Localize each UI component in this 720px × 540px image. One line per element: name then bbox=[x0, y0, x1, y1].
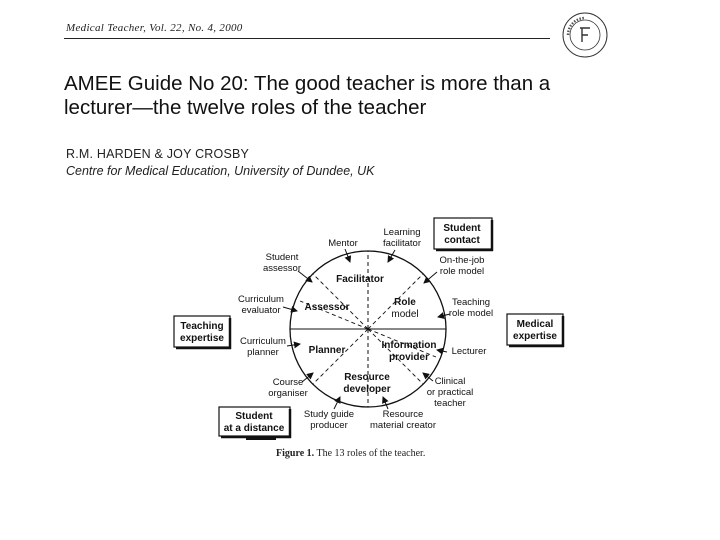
inner-role-information-2: provider bbox=[388, 352, 430, 363]
outer-role-on-the-job-1: On-the-job bbox=[439, 255, 485, 266]
arrow bbox=[287, 344, 300, 346]
outer-role-study-guide-2: producer bbox=[310, 420, 348, 431]
outer-role-course-organiser-2: organiser bbox=[268, 388, 308, 399]
outer-role-teaching-role-model-2: role model bbox=[448, 308, 494, 319]
outer-role-clinical-3: teacher bbox=[434, 398, 466, 409]
box-student-distance bbox=[219, 407, 291, 438]
outer-role-lecturer: Lecturer bbox=[451, 346, 487, 357]
box-student-contact bbox=[434, 218, 493, 251]
arrow bbox=[345, 249, 350, 262]
outer-role-mentor: Mentor bbox=[328, 238, 358, 249]
box-student-contact-line2: contact bbox=[444, 235, 480, 246]
outer-role-on-the-job-2: role model bbox=[439, 266, 485, 277]
outer-role-student-assessor-2: assessor bbox=[262, 263, 302, 274]
inner-role-information-1: Information bbox=[381, 340, 437, 351]
inner-role-planner: Planner bbox=[308, 345, 346, 356]
inner-role-role-model-2: model bbox=[391, 309, 419, 320]
box-teaching-expertise-line2: expertise bbox=[180, 333, 224, 344]
outer-role-student-assessor-1: Student bbox=[265, 252, 299, 263]
caption-label: Figure 1. bbox=[276, 448, 315, 459]
inner-role-facilitator: Facilitator bbox=[336, 274, 384, 285]
arrow bbox=[283, 307, 297, 311]
arrow bbox=[334, 397, 340, 409]
inner-role-assessor: Assessor bbox=[304, 302, 350, 313]
inner-role-resource-2: developer bbox=[343, 384, 391, 395]
outer-role-resource-material-1: Resource bbox=[382, 409, 424, 420]
inner-role-role-model-1: Role bbox=[394, 297, 416, 308]
outer-role-study-guide-1: Study guide bbox=[303, 409, 355, 420]
box-teaching-expertise-line1: Teaching bbox=[180, 321, 224, 332]
outer-role-curriculum-planner-1: Curriculum bbox=[240, 336, 286, 347]
box-student-contact-line1: Student bbox=[443, 223, 481, 234]
outer-role-curriculum-evaluator-2: evaluator bbox=[241, 305, 281, 316]
box-medical-expertise bbox=[507, 314, 564, 347]
authors: R.M. HARDEN & JOY CROSBY bbox=[66, 147, 250, 161]
figure-caption bbox=[276, 448, 425, 459]
outer-role-curriculum-evaluator-1: Curriculum bbox=[238, 294, 284, 305]
arrow bbox=[302, 373, 313, 382]
inner-role-resource-1: Resource bbox=[344, 372, 390, 383]
outer-role-learning-facilitator-2: facilitator bbox=[382, 238, 422, 249]
outer-role-clinical-1: Clinical bbox=[434, 376, 466, 387]
outer-role-teaching-role-model-1: Teaching bbox=[451, 297, 491, 308]
outer-role-learning-facilitator-1: Learning bbox=[383, 227, 421, 238]
box-medical-expertise-line2: expertise bbox=[513, 331, 557, 342]
box-student-distance-line2: at a distance bbox=[223, 423, 285, 434]
figure-mark bbox=[246, 436, 276, 440]
box-medical-expertise-line1: Medical bbox=[516, 319, 554, 330]
journal-header: Medical Teacher, Vol. 22, No. 4, 2000 bbox=[66, 22, 243, 34]
caption-text: The 13 roles of the teacher. bbox=[316, 448, 426, 459]
box-teaching-expertise bbox=[174, 316, 231, 349]
affiliation: Centre for Medical Education, University of Dundee, UK bbox=[66, 164, 375, 178]
paper-title: AMEE Guide No 20: The good teacher is more than a lecturer—the twelve roles of the teacher bbox=[64, 72, 551, 119]
outer-role-course-organiser-1: Course bbox=[272, 377, 304, 388]
outer-role-curriculum-planner-2: planner bbox=[247, 347, 279, 358]
arrow bbox=[383, 397, 388, 409]
outer-role-clinical-2: or practical bbox=[426, 387, 474, 398]
outer-role-resource-material-2: material creator bbox=[370, 420, 436, 431]
box-student-distance-line1: Student bbox=[235, 411, 273, 422]
